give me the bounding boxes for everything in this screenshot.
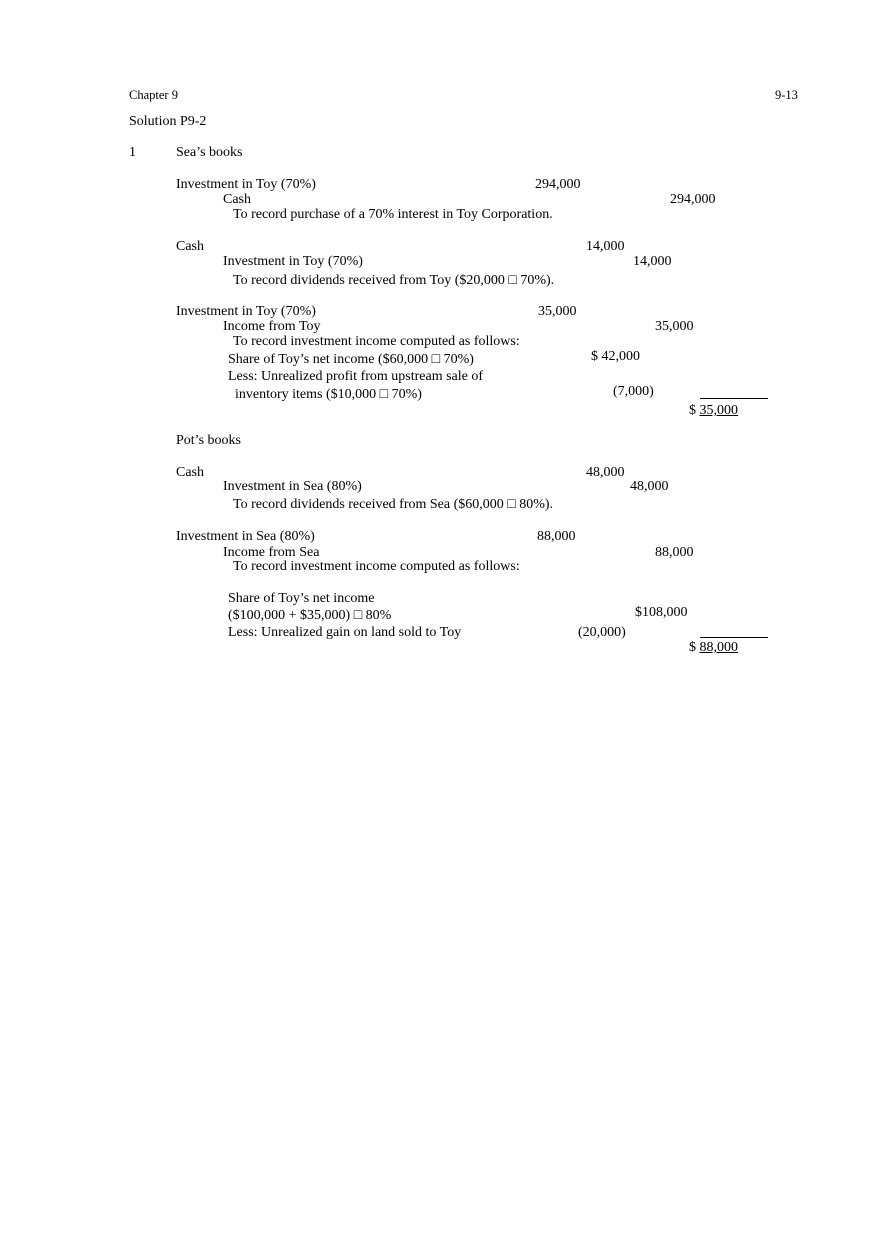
calc-amount: (7,000) [613, 384, 654, 399]
calc-total [689, 404, 768, 418]
calc-total [689, 641, 768, 655]
debit-amount: 88,000 [537, 529, 576, 544]
debit-account: Investment in Toy (70%) [176, 177, 316, 192]
chapter-label: Chapter 9 [129, 88, 178, 102]
debit-account: Cash [176, 465, 204, 480]
calc-line: Less: Unrealized gain on land sold to Toy [228, 625, 462, 640]
credit-amount: 35,000 [655, 319, 694, 334]
subtotal-rule [700, 637, 768, 638]
total-amount: 88,000 [699, 640, 738, 655]
debit-account: Investment in Sea (80%) [176, 529, 315, 544]
credit-amount: 88,000 [655, 545, 694, 560]
calc-amount: (20,000) [578, 625, 626, 640]
page-number: 9-13 [775, 88, 798, 102]
total-prefix: $ [689, 403, 700, 418]
calc-line: inventory items ($10,000 □ 70%) [235, 387, 422, 402]
solution-title: Solution P9-2 [129, 114, 207, 129]
calc-line: Less: Unrealized profit from upstream sale of [228, 369, 484, 384]
calc-line: Share of Toy’s net income ($60,000 □ 70%) [228, 352, 474, 367]
sea-books-heading: Sea’s books [176, 145, 243, 160]
debit-amount: 294,000 [535, 177, 581, 192]
debit-account: Cash [176, 239, 204, 254]
entry-explanation: To record investment income computed as follows: [233, 559, 520, 574]
total-amount: 35,000 [699, 403, 738, 418]
calc-amount: $108,000 [635, 605, 688, 620]
pot-books-heading: Pot’s books [176, 433, 241, 448]
debit-amount: 48,000 [586, 465, 625, 480]
credit-account: Investment in Sea (80%) [223, 479, 362, 494]
credit-amount: 48,000 [630, 479, 669, 494]
credit-account: Income from Sea [223, 545, 320, 560]
debit-amount: 35,000 [538, 304, 577, 319]
credit-account: Income from Toy [223, 319, 321, 334]
credit-amount: 294,000 [670, 192, 716, 207]
entry-explanation: To record investment income computed as follows: [233, 334, 520, 349]
part-number: 1 [129, 145, 136, 160]
debit-account: Investment in Toy (70%) [176, 304, 316, 319]
subtotal-rule [700, 398, 768, 399]
calc-line: Share of Toy’s net income [228, 591, 375, 606]
total-prefix: $ [689, 640, 700, 655]
credit-account: Investment in Toy (70%) [223, 254, 363, 269]
calc-line: ($100,000 + $35,000) □ 80% [228, 608, 392, 623]
credit-amount: 14,000 [633, 254, 672, 269]
entry-explanation: To record dividends received from Toy ($20,000 □ 70%). [233, 273, 555, 288]
debit-amount: 14,000 [586, 239, 625, 254]
entry-explanation: To record dividends received from Sea ($60,000 □ 80%). [233, 497, 554, 512]
entry-explanation: To record purchase of a 70% interest in Toy Corporation. [233, 207, 553, 222]
calc-amount: $ 42,000 [591, 349, 640, 364]
credit-account: Cash [223, 192, 251, 207]
